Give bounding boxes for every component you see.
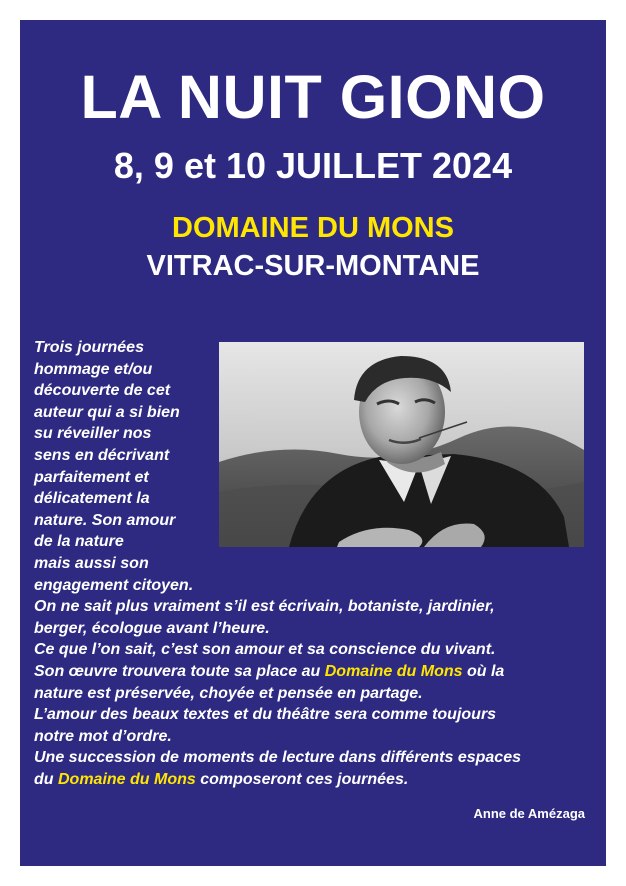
highlight-venue: Domaine du Mons: [58, 770, 196, 788]
body-line: L’amour des beaux textes et du théâtre sera comme toujours: [34, 706, 497, 724]
body-line: délicatement la: [34, 490, 150, 508]
venue-name: DOMAINE DU MONS: [172, 212, 454, 244]
body-fragment: composeront ces journées.: [195, 770, 409, 788]
body-text: [34, 337, 596, 790]
body-line: Une succession de moments de lecture dans différents espaces: [34, 749, 521, 767]
body-fragment: Son œuvre trouvera toute sa place au: [34, 662, 325, 680]
venue-town: VITRAC-SUR-MONTANE: [146, 250, 480, 282]
event-dates: 8, 9 et 10 JUILLET 2024: [113, 145, 513, 186]
body-line: nature est préservée, choyée et pensée en partage.: [34, 684, 423, 702]
body-line: On ne sait plus vraiment s’il est écrivain, botaniste, jardinier,: [34, 598, 495, 616]
body-line: sens en décrivant: [34, 446, 170, 464]
body-line: [34, 769, 596, 791]
body-line: hommage et/ou: [34, 360, 153, 378]
body-line: Trois journées: [34, 339, 144, 356]
poster: [20, 20, 606, 866]
body-line: nature. Son amour: [34, 511, 176, 529]
body-line: engagement citoyen.: [34, 576, 194, 594]
body-line: découverte de cet: [34, 382, 171, 400]
body-line: su réveiller nos: [34, 425, 152, 443]
body-line: parfaitement et: [34, 468, 149, 486]
body-line: notre mot d’ordre.: [34, 727, 172, 745]
body-line: Ce que l’on sait, c’est son amour et sa conscience du vivant.: [34, 641, 496, 659]
highlight-venue: Domaine du Mons: [324, 662, 463, 680]
body-line: mais aussi son: [34, 554, 149, 572]
body-line: de la nature: [34, 533, 124, 551]
body-fragment: où la: [462, 662, 505, 680]
body-line: berger, écologue avant l’heure.: [34, 619, 270, 637]
body-line: auteur qui a si bien: [34, 403, 180, 421]
author-signature: Anne de Amézaga: [473, 806, 585, 821]
body-fragment: du: [34, 770, 58, 788]
poster-title: LA NUIT GIONO: [80, 63, 546, 131]
body-line: [34, 661, 596, 683]
